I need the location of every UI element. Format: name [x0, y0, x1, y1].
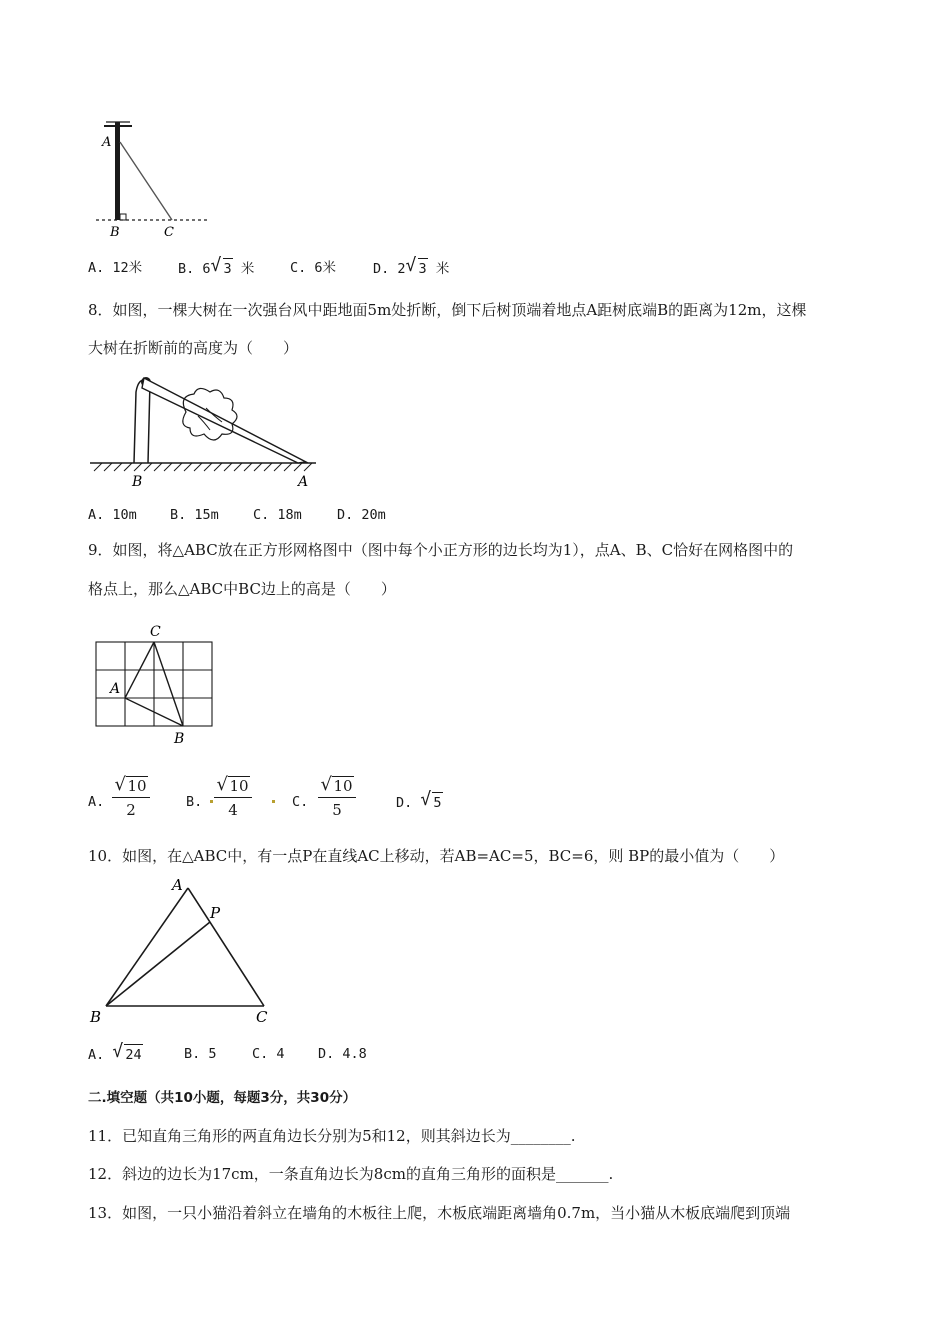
section-title: 二.填空题（共10小题，每题3分，共30分）	[88, 1090, 357, 1106]
q8-figure	[86, 372, 322, 492]
tree-trunk	[134, 380, 150, 463]
q7-label-a: A	[102, 135, 112, 150]
q8-question-line2: 大树在折断前的高度为（ ）	[88, 339, 299, 357]
q7-label-b: B	[110, 225, 120, 240]
q10-label-b: B	[90, 1008, 102, 1026]
fallen-trunk	[142, 378, 306, 463]
q10-question: 10．如图，在△ABC中，有一点P在直线AC上移动，若AB=AC=5，BC=6，则 BP的最小值为（ ）	[88, 847, 785, 865]
q9-question-line1: 9．如图，将△ABC放在正方形网格图中（图中每个小正方形的边长均为1），点A、B、C恰好在网格图中的	[88, 541, 794, 559]
guy-wire	[120, 142, 172, 220]
sqrt-symbol: √ 3	[405, 255, 427, 277]
q7-option-a[interactable]: A. 12米	[88, 260, 143, 276]
q8-question-line1: 8．如图，一棵大树在一次强台风中距地面5m处折断，倒下后树顶端着地点A距树底端B的距离为12m，这棵	[88, 301, 807, 319]
pole	[115, 122, 120, 220]
fraction-denominator: 5	[332, 801, 342, 819]
fraction-numerator: 10	[333, 777, 353, 795]
q10-label-a: A	[172, 876, 183, 894]
q8-option-c[interactable]: C. 18m	[253, 507, 302, 523]
q8-label-a: A	[298, 474, 309, 490]
ground-hatch	[94, 463, 312, 471]
q10-option-a[interactable]: A. √ 24	[88, 1041, 142, 1063]
q10-figure	[86, 874, 286, 1026]
q9-question-line2: 格点上，那么△ABC中BC边上的高是（ ）	[88, 580, 396, 598]
q10-label-c: C	[256, 1008, 268, 1026]
q11-question: 11．已知直角三角形的两直角边长分别为5和12，则其斜边长为________.	[88, 1127, 576, 1145]
q7-option-c[interactable]: C. 6米	[290, 260, 337, 276]
q9-label-b: B	[174, 731, 185, 747]
q8-option-b[interactable]: B. 15m	[170, 507, 219, 523]
q9-option-a-fraction[interactable]: √ 10 2	[112, 776, 150, 819]
q7-figure	[96, 112, 216, 242]
q8-label-b: B	[132, 474, 143, 490]
q8-option-a[interactable]: A. 10m	[88, 507, 137, 523]
fraction-denominator: 4	[228, 801, 238, 819]
stray-dot	[272, 800, 275, 803]
q10-option-c[interactable]: C. 4	[252, 1046, 285, 1062]
sqrt-symbol: √ 5	[420, 789, 442, 811]
q8-option-d[interactable]: D. 20m	[337, 507, 386, 523]
q10-option-d[interactable]: D. 4.8	[318, 1046, 367, 1062]
q9-option-b-letter[interactable]: B.	[186, 794, 203, 810]
triangle-abc	[106, 888, 264, 1006]
q7-label-c: C	[164, 225, 174, 240]
q9-label-a: A	[110, 681, 121, 697]
q12-question: 12．斜边的边长为17cm，一条直角边长为8cm的直角三角形的面积是_______.	[88, 1165, 614, 1183]
q9-option-a-letter[interactable]: A.	[88, 794, 105, 810]
q13-question: 13．如图，一只小猫沿着斜立在墙角的木板往上爬，木板底端距离墙角0.7m，当小猫从木板底端爬到顶端	[88, 1204, 791, 1222]
stray-dot	[210, 800, 213, 803]
q9-label-c: C	[150, 624, 161, 640]
q9-option-c-letter[interactable]: C.	[292, 794, 309, 810]
sqrt-symbol: √ 3	[210, 255, 232, 277]
q9-option-b-fraction[interactable]: √ 10 4	[214, 776, 252, 819]
q9-figure	[90, 620, 220, 750]
q9-option-d[interactable]: D. √ 5	[396, 789, 442, 811]
q10-label-p: P	[210, 904, 221, 922]
q7-option-d[interactable]: D. 2 √ 3 米	[373, 255, 450, 277]
q7-option-b[interactable]: B. 6 √ 3 米	[178, 255, 255, 277]
sqrt-symbol: √ 24	[112, 1041, 142, 1063]
fraction-numerator: 10	[127, 777, 147, 795]
q10-option-b[interactable]: B. 5	[184, 1046, 217, 1062]
fraction-denominator: 2	[126, 801, 136, 819]
fraction-numerator: 10	[229, 777, 249, 795]
q9-option-c-fraction[interactable]: √ 10 5	[318, 776, 356, 819]
